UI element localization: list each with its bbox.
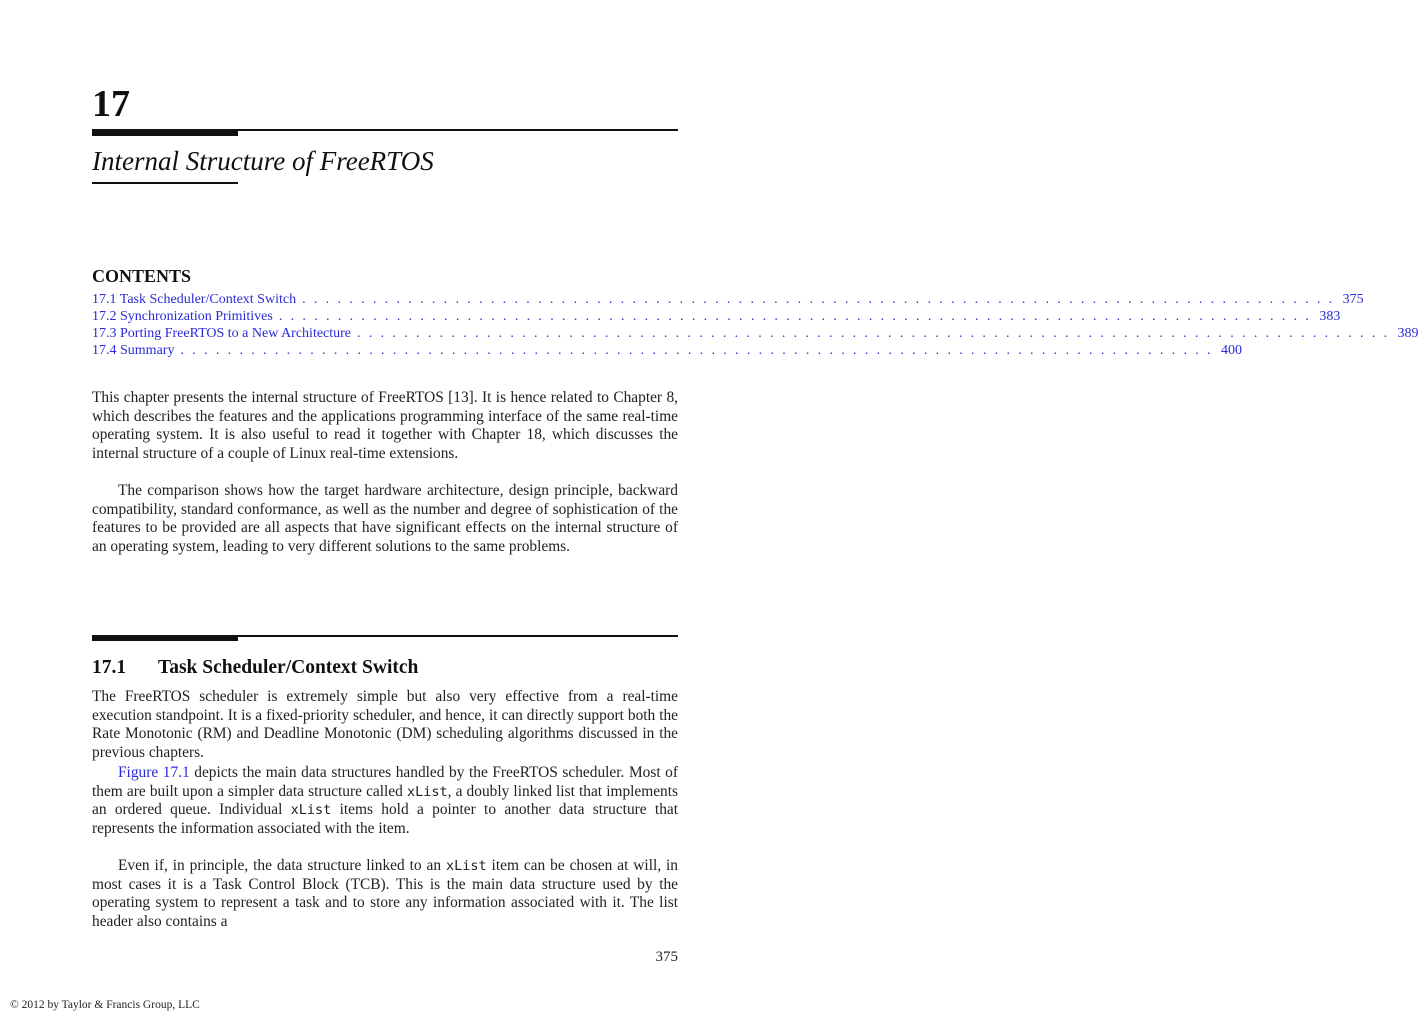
paragraph-text: items hold a pointer to another data structure that represents the information associated with the item. — [92, 801, 679, 837]
section-paragraph-3 — [92, 857, 678, 931]
code-xlist: xList — [406, 783, 448, 800]
table-of-contents — [92, 291, 1419, 359]
section-paragraph-2 — [92, 764, 678, 838]
chapter-title-underline — [92, 182, 238, 184]
toc-entry-17-3[interactable] — [92, 325, 1419, 342]
contents-heading: CONTENTS — [92, 266, 192, 286]
paragraph-text: , a doubly linked list that implements an ordered queue. Individual — [92, 782, 679, 819]
toc-entry-page: 389 — [1397, 326, 1419, 341]
toc-entry-label: 17.3 Porting FreeRTOS to a New Architecture — [92, 326, 352, 341]
code-xlist: xList — [290, 802, 332, 819]
figure-link[interactable]: Figure 17.1 — [118, 764, 190, 781]
section-rule-accent — [92, 635, 238, 641]
paragraph-text: item can be chosen at will, in most cases it is a Task Control Block (TCB). This is the main data structure used by the operating system to represent a task and to store any information associated with it. The list header also contains a — [92, 857, 679, 930]
intro-paragraph-2: The comparison shows how the target hardware architecture, design principle, backward compatibility, standard conformance, as well as the number and degree of sophistication of the features to be provided are all aspects that have significant effects on the internal structure of an operating system, leading to very different solutions to the same problems. — [92, 482, 678, 555]
chapter-rule-accent — [92, 129, 238, 136]
toc-leader-dots: . . . . . . . . . . . . . . . . . . . . . . . . . . . . . . . . . . . . . . . . . . . . . . . . . . . . . . . . . . . . . . . . . . . . . . . . . . . . . . . . . . . . . . . . — [302, 292, 1335, 307]
toc-entry-label: 17.2 Synchronization Primitives — [92, 309, 273, 324]
toc-leader-dots: . . . . . . . . . . . . . . . . . . . . . . . . . . . . . . . . . . . . . . . . . . . . . . . . . . . . . . . . . . . . . . . . . . . . . . . . . . . . . . . . . . . . . . . . — [357, 326, 1390, 341]
toc-entry-page: 400 — [1220, 343, 1242, 358]
toc-entry-page: 375 — [1342, 292, 1364, 307]
toc-entry-17-4[interactable] — [92, 342, 1242, 359]
section-paragraph-1: The FreeRTOS scheduler is extremely simple but also very effective from a real-time execution standpoint. It is a fixed-priority scheduler, and hence, it can directly support both the Rate Monotonic (RM) and Deadline Monotonic (DM) scheduling algorithms discussed in the previous chapters. — [92, 688, 678, 761]
toc-entry-17-1[interactable] — [92, 291, 1364, 308]
intro-paragraph-1: This chapter presents the internal structure of FreeRTOS [13]. It is hence related to Chapter 8, which describes the features and the applications programming interface of the same real-time operating system. It is also useful to read it together with Chapter 18, which discusses the internal structure of a couple of Linux real-time extensions. — [92, 389, 678, 462]
toc-entry-page: 383 — [1319, 309, 1341, 324]
paragraph-text: Even if, in principle, the data structure linked to an — [118, 857, 446, 874]
toc-leader-dots: . . . . . . . . . . . . . . . . . . . . . . . . . . . . . . . . . . . . . . . . . . . . . . . . . . . . . . . . . . . . . . . . . . . . . . . . . . . . . . . . . . . . . . . . — [278, 309, 1312, 324]
section-heading — [92, 655, 418, 681]
toc-leader-dots: . . . . . . . . . . . . . . . . . . . . . . . . . . . . . . . . . . . . . . . . . . . . . . . . . . . . . . . . . . . . . . . . . . . . . . . . . . . . . . . . . . . . . . . . — [180, 343, 1213, 358]
code-xlist: xList — [445, 858, 487, 874]
toc-entry-label: 17.4 Summary — [92, 343, 175, 358]
chapter-number: 17 — [92, 83, 130, 125]
toc-entry-label: 17.1 Task Scheduler/Context Switch — [92, 292, 297, 307]
page-number: 375 — [655, 949, 678, 965]
paragraph-text: depicts the main data structures handled by the FreeRTOS scheduler. Most of them are built upon a simpler data structure called — [92, 764, 678, 800]
copyright-notice: © 2012 by Taylor & Francis Group, LLC — [10, 999, 200, 1011]
chapter-title: Internal Structure of FreeRTOS — [92, 146, 434, 176]
section-number: 17.1 — [92, 657, 127, 678]
toc-entry-17-2[interactable] — [92, 308, 1341, 325]
section-title: Task Scheduler/Context Switch — [158, 657, 419, 678]
